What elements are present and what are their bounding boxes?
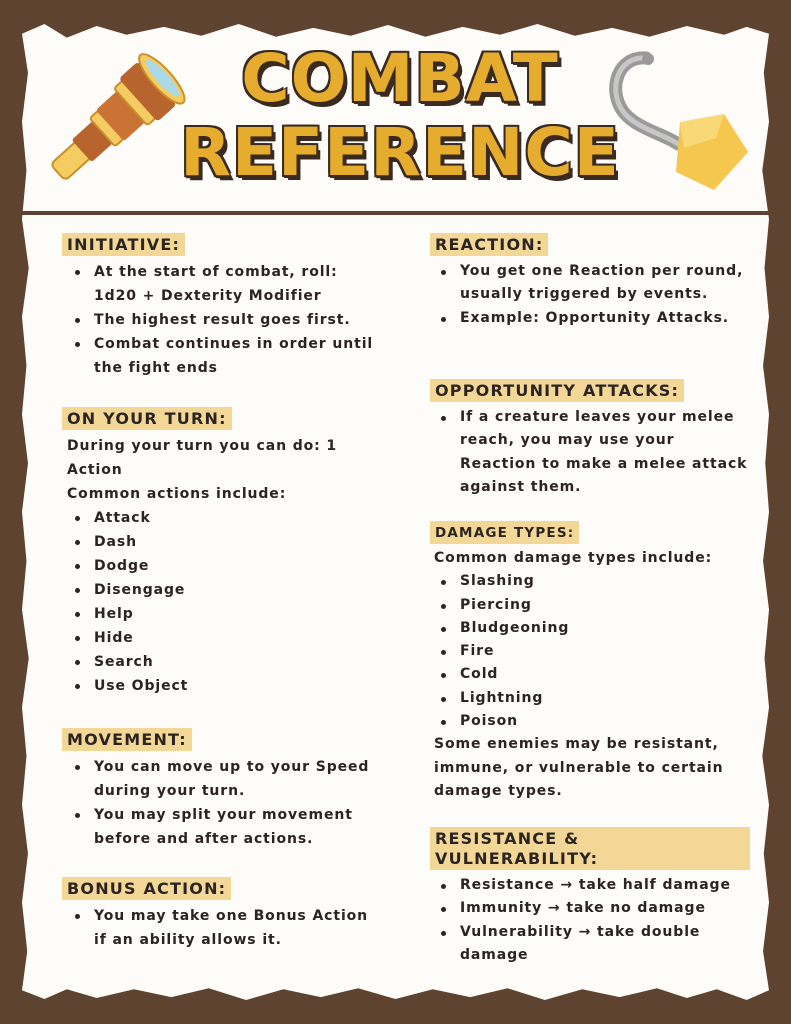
list-item: Lightning: [430, 687, 750, 710]
list-item: You may take one Bonus Action if an ability allows it.: [62, 904, 382, 952]
list-item: Attack: [62, 506, 382, 530]
spyglass-icon: [40, 50, 190, 192]
list-item: Use Object: [62, 674, 382, 698]
on-your-turn-section: [62, 407, 382, 698]
pirate-hook-icon: [604, 44, 754, 194]
list-item: Disengage: [62, 578, 382, 602]
resistance-heading: RESISTANCE & VULNERABILITY:: [430, 827, 750, 870]
list-item: Immunity → take no damage: [430, 897, 750, 920]
list-item: Cold: [430, 663, 750, 686]
page-title: [180, 42, 620, 190]
list-item: Resistance → take half damage: [430, 874, 750, 897]
list-item: Piercing: [430, 594, 750, 617]
list-item: You can move up to your Speed during your turn.: [62, 755, 382, 803]
list-item: Poison: [430, 710, 750, 733]
title-line-2: REFERENCE: [180, 114, 620, 191]
header-divider: [22, 211, 769, 215]
opportunity-attacks-list: [430, 406, 750, 499]
bonus-action-section: [62, 877, 382, 952]
reaction-list: [430, 260, 750, 330]
list-item: Dodge: [62, 554, 382, 578]
opportunity-attacks-heading: OPPORTUNITY ATTACKS:: [430, 379, 684, 402]
list-item: Example: Opportunity Attacks.: [430, 307, 750, 330]
damage-types-heading: DAMAGE TYPES:: [430, 521, 579, 544]
movement-list: [62, 755, 382, 851]
on-your-turn-intro: During your turn you can do: 1 Action: [67, 438, 338, 478]
list-item: Slashing: [430, 570, 750, 593]
initiative-list: [62, 260, 382, 380]
list-item: If a creature leaves your melee reach, you may use your Reaction to make a melee attack against them.: [430, 406, 750, 499]
actions-list: [62, 506, 382, 698]
on-your-turn-intro-2: Common actions include:: [67, 486, 287, 502]
list-item: Hide: [62, 626, 382, 650]
resistance-list: [430, 874, 750, 967]
resistance-section: [430, 827, 750, 967]
list-item: Fire: [430, 640, 750, 663]
list-item: Help: [62, 602, 382, 626]
movement-section: [62, 728, 382, 851]
list-item: Combat continues in order until the fight ends: [62, 332, 382, 380]
initiative-heading: INITIATIVE:: [62, 233, 185, 256]
reaction-heading: REACTION:: [430, 233, 548, 256]
list-item: The highest result goes first.: [62, 308, 382, 332]
damage-types-section: [430, 521, 750, 803]
list-item: You get one Reaction per round, usually triggered by events.: [430, 260, 750, 307]
bonus-action-heading: BONUS ACTION:: [62, 877, 231, 900]
list-item: Search: [62, 650, 382, 674]
list-item: You may split your movement before and after actions.: [62, 803, 382, 851]
list-item: Bludgeoning: [430, 617, 750, 640]
opportunity-attacks-section: [430, 379, 750, 499]
list-item: Vulnerability → take double damage: [430, 921, 750, 968]
initiative-section: [62, 233, 382, 380]
damage-types-outro: Some enemies may be resistant, immune, or vulnerable to certain damage types.: [434, 736, 724, 799]
movement-heading: MOVEMENT:: [62, 728, 192, 751]
title-line-1: COMBAT: [241, 40, 559, 117]
damage-types-list: [430, 570, 750, 733]
list-item: Dash: [62, 530, 382, 554]
list-item: At the start of combat, roll: 1d20 + Dexterity Modifier: [62, 260, 382, 308]
reaction-section: [430, 233, 750, 330]
on-your-turn-heading: ON YOUR TURN:: [62, 407, 232, 430]
damage-types-intro: Common damage types include:: [434, 550, 713, 566]
bonus-action-list: [62, 904, 382, 952]
